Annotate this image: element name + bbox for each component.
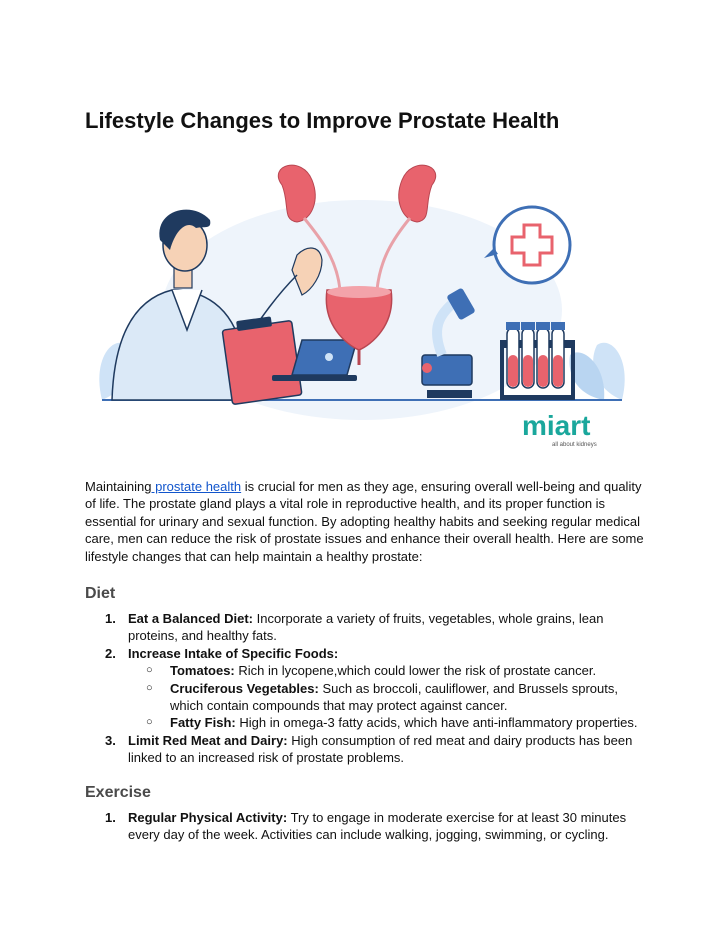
bullet-icon: ○ xyxy=(146,681,153,694)
list-item: ○ Tomatoes: Rich in lycopene,which could lower the risk of prostate cancer. xyxy=(146,663,597,679)
bullet-icon: ○ xyxy=(146,664,153,677)
miart-logo xyxy=(522,410,597,448)
diet-heading: Diet xyxy=(85,585,116,602)
svg-text:miart: miart xyxy=(522,410,591,441)
intro-paragraph: Maintaining prostate health is crucial for men as they age, ensuring overall well-being and quality of life. The prostate gland plays a vital role in reproductive health, and its proper function is essential for urinary and sexual function. By adopting healthy habits and seeking regular medical care, men can reduce the risk of prostate issues and enhance their overall health. Here are some lifestyle changes that can help maintain a healthy prostate: xyxy=(85,479,644,564)
list-item: 2. Increase Intake of Specific Foods: ○ Tomatoes: Rich in lycopene,which could lower the risk of prostate cancer. ○ Cruciferous Vegetables: Such as broccoli, cauliflower, and Brussels sprouts, which contain compounds that may protect against cancer. ○ Fatty Fish: High in omega-3 fatty acids, which have anti-inflammatory properties. xyxy=(85,645,645,732)
prostate-health-link[interactable]: prostate health xyxy=(151,479,242,494)
list-item: ○ Fatty Fish: High in omega-3 fatty acids, which have anti-inflammatory properties. xyxy=(146,715,638,731)
list-item: 1. Eat a Balanced Diet: Incorporate a variety of fruits, vegetables, whole grains, lean proteins, and healthy fats. xyxy=(105,611,604,644)
list-item: ○ Cruciferous Vegetables: Such as broccoli, cauliflower, and Brussels sprouts, which contain compounds that may protect against cancer. xyxy=(146,680,618,714)
test-tubes-icon xyxy=(500,322,575,400)
list-item: 3. Limit Red Meat and Dairy: High consumption of red meat and dairy products has been linked to an increased risk of prostate problems. xyxy=(105,732,633,766)
clipboard-icon xyxy=(222,316,302,404)
leaf-right-icon xyxy=(569,343,624,400)
exercise-heading: Exercise xyxy=(85,784,151,801)
diet-list xyxy=(85,610,645,767)
prostate-health-illustration xyxy=(92,150,632,450)
exercise-list xyxy=(85,809,645,844)
svg-text:all about kidneys: all about kidneys xyxy=(552,442,597,448)
bullet-icon: ○ xyxy=(146,716,153,729)
page-title: Lifestyle Changes to Improve Prostate Health xyxy=(85,108,560,133)
list-item: 1. Regular Physical Activity: Try to engage in moderate exercise for at least 30 minutes every day of the week. Activities can include walking, jogging, swimming, or cycling. xyxy=(105,810,627,843)
specific-foods-list xyxy=(128,662,645,732)
